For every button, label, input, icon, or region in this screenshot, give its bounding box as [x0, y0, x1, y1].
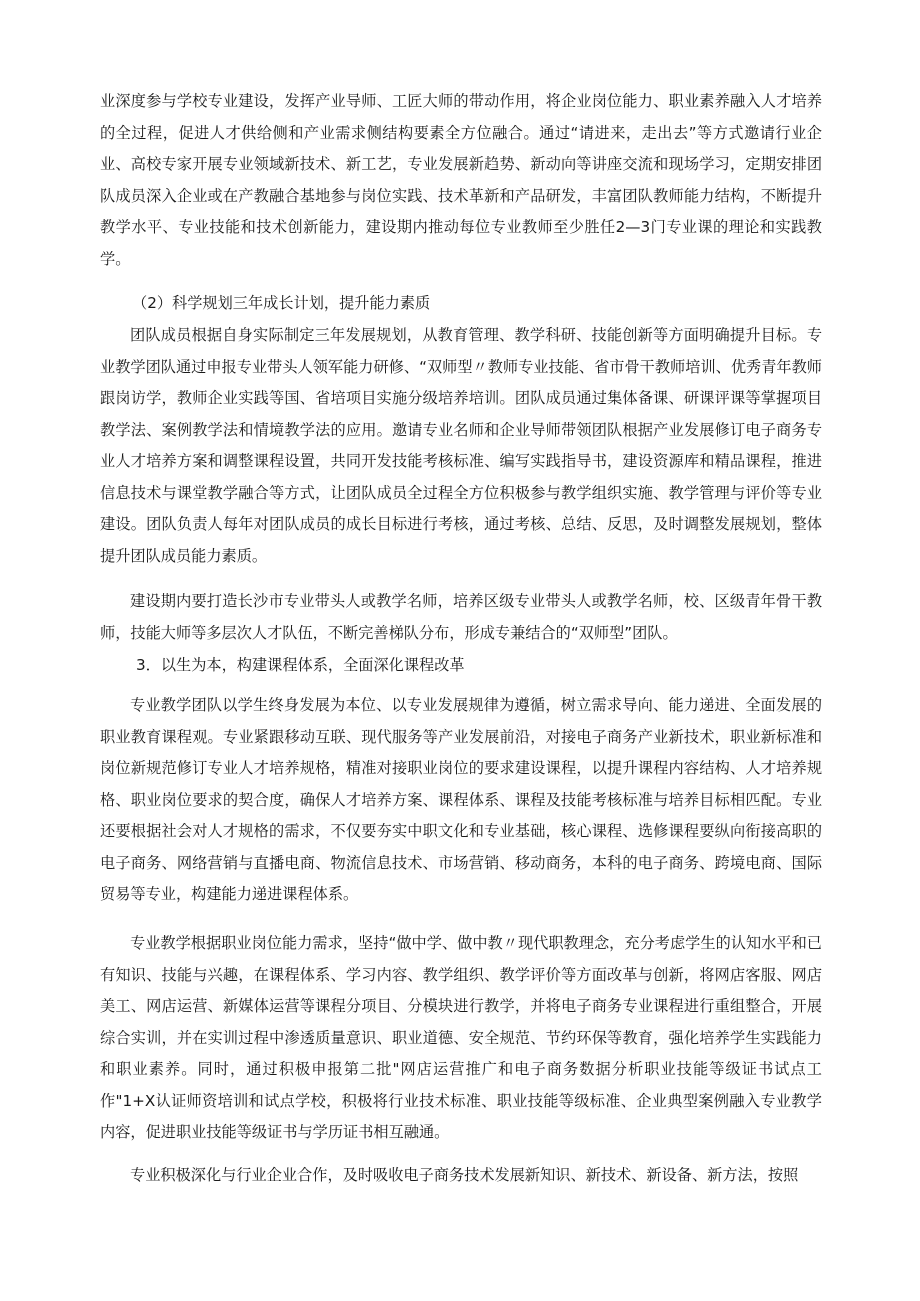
- section-heading-3: 3．以生为本，构建课程体系，全面深化课程改革: [136, 656, 465, 674]
- subsection-heading-2: （2）科学规划三年成长计划，提升能力素质: [132, 294, 431, 312]
- paragraph-6: 专业积极深化与行业企业合作，及时吸收电子商务技术发展新知识、新技术、新设备、新方法，按照: [130, 1166, 799, 1184]
- paragraph-2: 团队成员根据自身实际制定三年发展规划，从教育管理、教学科研、技能创新等方面明确提升目标。专业教学团队通过申报专业带头人领军能力研修、“双师型〃教师专业技能、省市骨干教师培训、优秀青年教师跟岗访学，教师企业实践等国、省培项目实施分级培养培训。团队成员通过集体备课、研课评课等掌握项目教学法、案例教学法和情境教学法的应用。邀请专业名师和企业导师带领团队根据产业发展修订电子商务专业人才培养方案和调整课程设置，共同开发技能考核标准、编写实践指导书，建设资源库和精品课程，推进信息技术与课堂教学融合等方式，让团队成员全过程全方位积极参与教学组织实施、教学管理与评价等专业建设。团队负责人每年对团队成员的成长目标进行考核，通过考核、总结、反思，及时调整发展规划，整体提升团队成员能力素质。: [100, 326, 822, 565]
- paragraph-4: 专业教学团队以学生终身发展为本位、以专业发展规律为遵循，树立需求导向、能力递进、全面发展的职业教育课程观。专业紧跟移动互联、现代服务等产业发展前沿，对接电子商务产业新技术，职业新标准和岗位新规范修订专业人才培养规格，精准对接职业岗位的要求建设课程，以提升课程内容结构、人才培养规格、职业岗位要求的契合度，确保人才培养方案、课程体系、课程及技能考核标准与培养目标相匹配。专业还要根据社会对人才规格的需求，不仅要夯实中职文化和专业基础，核心课程、选修课程要纵向衔接高职的电子商务、网络营销与直播电商、物流信息技术、市场营销、移动商务，本科的电子商务、跨境电商、国际贸易等专业，构建能力递进课程体系。: [100, 696, 822, 903]
- paragraph-1: 业深度参与学校专业建设，发挥产业导师、工匠大师的带动作用，将企业岗位能力、职业素养融入人才培养的全过程，促进人才供给侧和产业需求侧结构要素全方位融合。通过“请进来，走出去”等方式邀请行业企业、高校专家开展专业领域新技术、新工艺，专业发展新趋势、新动向等讲座交流和现场学习，定期安排团队成员深入企业或在产教融合基地参与岗位实践、技术革新和产品研发，丰富团队教师能力结构，不断提升教学水平、专业技能和技术创新能力，建设期内推动每位专业教师至少胜任2—3门专业课的理论和实践教学。: [100, 92, 822, 268]
- paragraph-3: 建设期内要打造长沙市专业带头人或教学名师，培养区级专业带头人或教学名师，校、区级青年骨干教师，技能大师等多层次人才队伍，不断完善梯队分布，形成专兼结合的“双师型”团队。: [100, 592, 822, 642]
- paragraph-5: 专业教学根据职业岗位能力需求，坚持“做中学、做中教〃现代职教理念，充分考虑学生的认知水平和已有知识、技能与兴趣，在课程体系、学习内容、教学组织、教学评价等方面改革与创新，将网店客服、网店美工、网店运营、新媒体运营等课程分项目、分模块进行教学，并将电子商务专业课程进行重组整合，开展综合实训，并在实训过程中渗透质量意识、职业道德、安全规范、节约环保等教育，强化培养学生实践能力和职业素养。同时，通过积极申报第二批"网店运营推广和电子商务数据分析职业技能等级证书试点工作"1+X认证师资培训和试点学校，积极将行业技术标准、职业技能等级标准、企业典型案例融入专业教学内容，促进职业技能等级证书与学历证书相互融通。: [100, 934, 822, 1141]
